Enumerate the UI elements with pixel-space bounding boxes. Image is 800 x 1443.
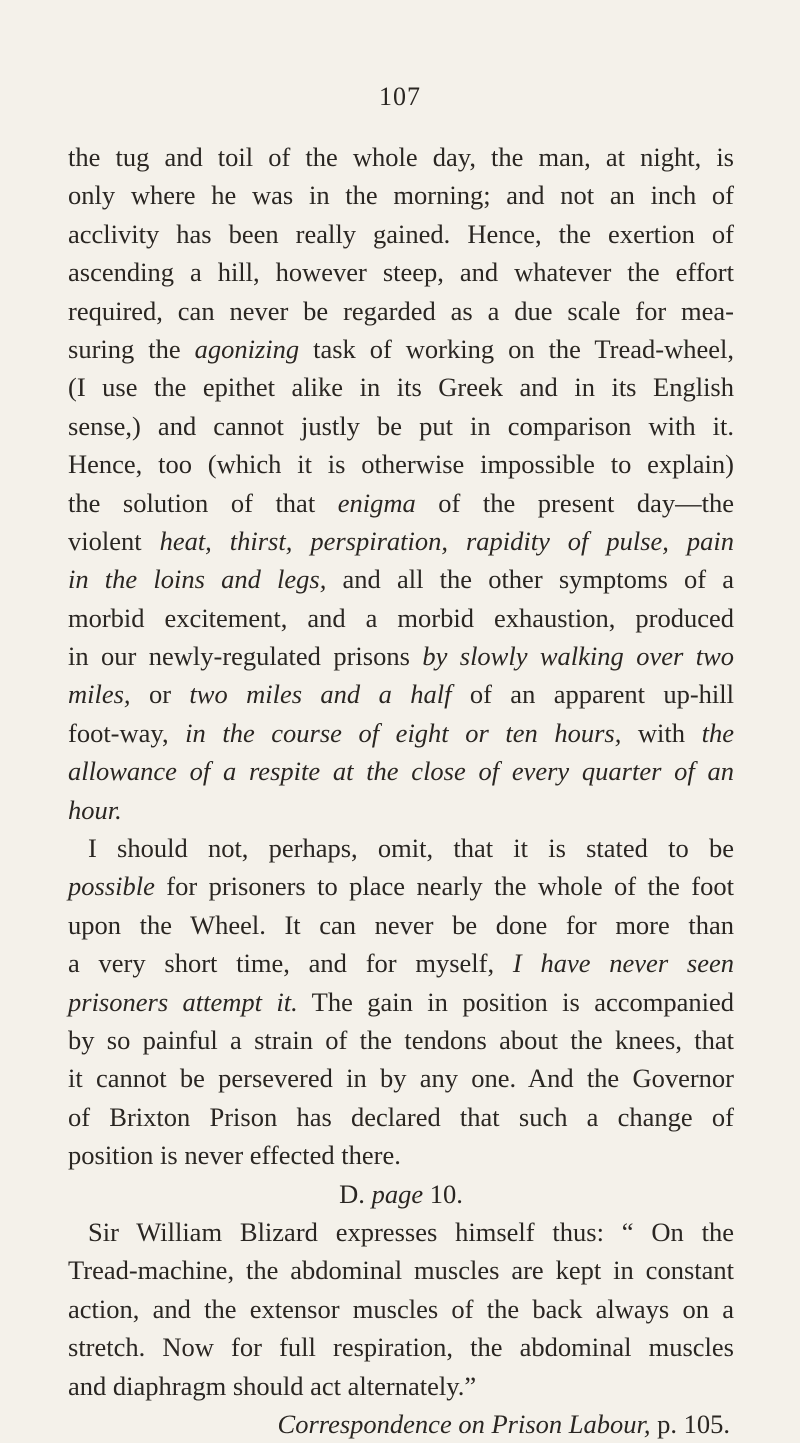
text-line: upon the Wheel. It can never be done for more than [68,909,734,940]
text-line: suring the agonizing task of working on the Tread-wheel, [68,333,735,364]
text-line: stretch. Now for full respiration, the abdominal muscles [68,1332,734,1363]
text-line: Correspondence on Prison Labour, p. 105. [277,1408,730,1439]
text-line: Tread-machine, the abdominal muscles are kept in constant [68,1255,734,1286]
text-line: (I use the epithet alike in its Greek and in its English [68,372,734,403]
text-line: a very short time, and for myself, I have never seen [68,948,734,979]
text-line: I should not, perhaps, omit, that it is stated to be [88,833,734,864]
text-line: acclivity has been really gained. Hence, the exertion of [68,218,734,249]
text-line: required, can never be regarded as a due scale for mea- [68,295,734,326]
text-line: by so painful a strain of the tendons about the knees, that [68,1024,734,1055]
text-line: only where he was in the morning; and not an inch of [68,180,734,211]
text-line: action, and the extensor muscles of the back always on a [68,1293,734,1324]
text-line: foot-way, in the course of eight or ten hours, with the [68,717,734,748]
text-line: violent heat, thirst, perspiration, rapidity of pulse, pain [68,525,735,556]
text-line: morbid excitement, and a morbid exhaustion, produced [68,602,734,633]
body-text [68,138,734,1443]
text-line: position is never effected there. [68,1140,401,1171]
text-line: it cannot be persevered in by any one. And the Governor [68,1063,734,1094]
text-line: miles, or two miles and a half of an apparent up-hill [68,679,734,710]
text-line: prisoners attempt it. The gain in position is accompanied [68,986,734,1017]
text-line: in our newly-regulated prisons by slowly walking over two [68,641,734,672]
text-line: D. page 10. [339,1178,463,1209]
text-line: of Brixton Prison has declared that such a change of [68,1101,734,1132]
page-number: 107 [379,82,421,111]
text-line: in the loins and legs, and all the other symptoms of a [68,564,734,595]
text-line: possible for prisoners to place nearly the whole of the foot [68,871,734,902]
text-line: sense,) and cannot justly be put in comparison with it. [68,410,734,441]
text-line: allowance of a respite at the close of every quarter of an [68,756,734,787]
text-line: Sir William Blizard expresses himself thus: “ On the [88,1216,734,1247]
text-line: and diaphragm should act alternately.” [68,1370,477,1401]
text-line: ascending a hill, however steep, and whatever the effort [68,257,734,288]
text-line: hour. [68,794,122,825]
text-line: Hence, too (which it is otherwise impossible to explain) [68,449,734,480]
text-line: the solution of that enigma of the present day—the [68,487,734,518]
text-line: the tug and toil of the whole day, the man, at night, is [68,142,734,172]
